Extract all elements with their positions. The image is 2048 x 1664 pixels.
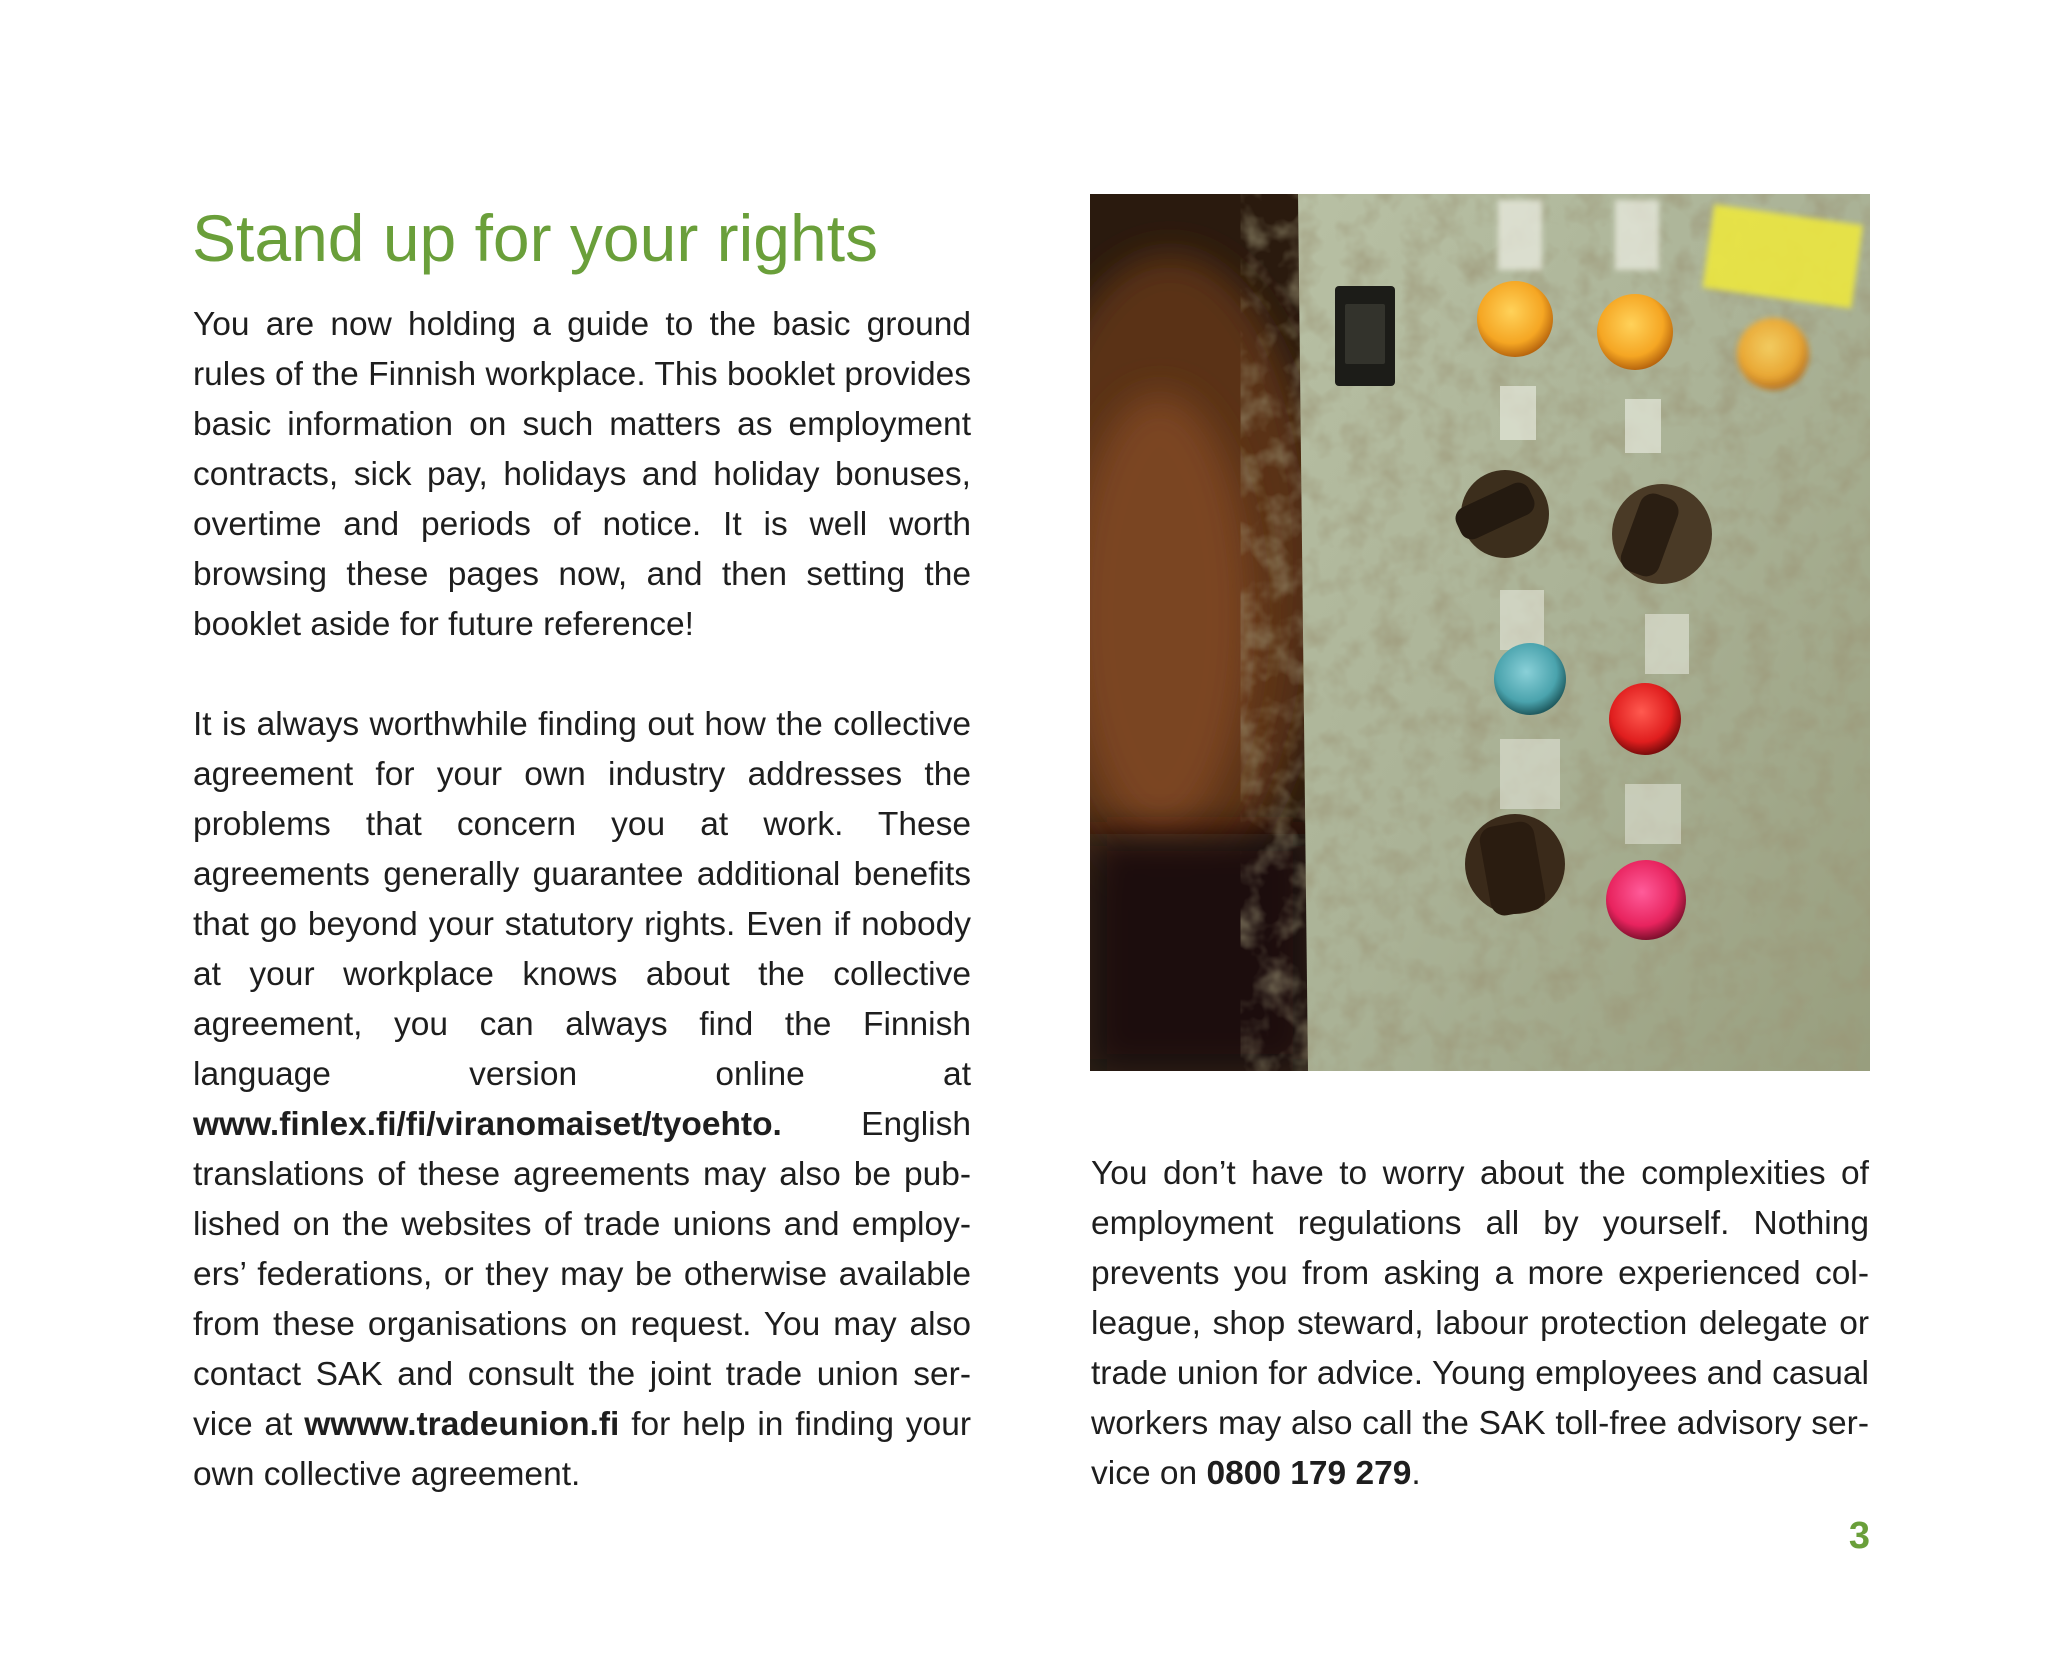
paragraph-text: English translations of these agreements may also be published on the websites of trade unions and employers’ federations, or they may be otherwise available from these organisations on request. You may also contact SAK and consult the joint trade union service at <box>193 1106 971 1443</box>
intro-paragraph: You are now holding a guide to the basic ground rules of the Finnish workplace. This booklet provides basic information on such matters as employment contracts, sick pay, holidays and holiday bonuses, overtime and periods of notice. It is well worth browsing these pages now, and then setting the booklet aside for future reference! <box>193 306 971 643</box>
finlex-link[interactable]: www.finlex.fi/fi/viranomaiset/tyoehto. <box>193 1106 782 1143</box>
advice-paragraph <box>1091 1149 1869 1499</box>
paragraph-text: for help in finding your own collective agreement. <box>193 1406 971 1493</box>
collective-agreement-paragraph <box>193 700 971 1500</box>
paragraph-text: It is always worthwhile finding out how the collective agreement for your own industry addresses the problems that concern you at work. These agreements generally guarantee additional benefits that go beyond your statutory rights. Even if nobody at your workplace knows about the collective agreement, you can always find the Finnish language version online at <box>193 706 971 1093</box>
page-title: Stand up for your rights <box>192 201 879 275</box>
paragraph-text: You don’t have to worry about the complexities of employment regulations all by yourself. Nothing prevents you from asking a more experienced colleague, shop steward, labour protection delegate or trade union for advice. Young employees and casual workers may also call the SAK toll-free advisory service on <box>1091 1155 1869 1492</box>
tradeunion-link[interactable]: wwww.tradeunion.fi <box>304 1406 620 1443</box>
left-column <box>193 300 971 1500</box>
paragraph-text: . <box>1411 1455 1421 1492</box>
advisory-phone-number: 0800 179 279 <box>1206 1455 1412 1492</box>
page-number: 3 <box>1848 1515 1870 1557</box>
right-column <box>1091 1149 1869 1499</box>
control-panel-photo <box>1090 194 1870 1071</box>
